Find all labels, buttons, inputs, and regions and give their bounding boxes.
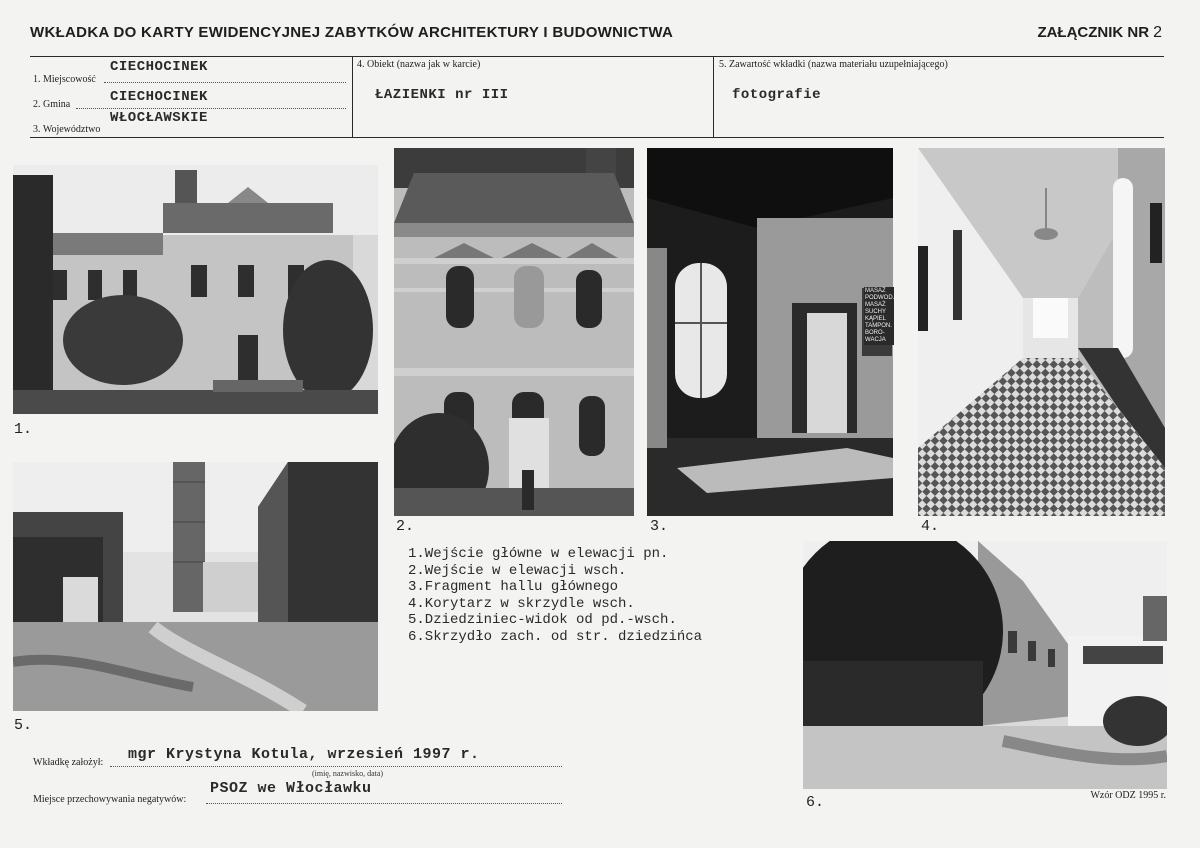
photo-5-courtyard [13,462,378,711]
annex-number: 2 [1153,24,1162,41]
photo-number-1: 1. [14,421,33,438]
photo-4-corridor [918,148,1165,516]
photo-1-main-entrance [13,165,378,414]
founder-dots [110,766,562,767]
locality-label: 1. Miejscowość [33,74,96,85]
header-rule-top [30,56,1164,57]
photo-number-4: 4. [921,518,940,535]
annex-label [1037,24,1162,42]
sign-line: WACJA [865,337,886,343]
contents-value: fotografie [732,87,822,103]
commune-dots [76,108,346,109]
commune-label: 2. Gmina [33,99,71,110]
sheet-title: WKŁADKA DO KARTY EWIDENCYJNEJ ZABYTKÓW ARCHITEKTURY I BUDOWNICTWA [30,24,674,41]
caption-item: 3.Fragment hallu głównego [408,579,619,595]
photo-3-sign [864,287,894,345]
object-label: 4. Obiekt (nazwa jak w karcie) [357,59,481,70]
founder-label: Wkładkę założył: [33,757,104,768]
storage-label: Miejsce przechowywania negatywów: [33,794,187,805]
field-divider-1 [352,56,353,137]
sign-line: MASAŻ [865,288,886,294]
caption-list [408,546,702,645]
photo-number-5: 5. [14,717,33,734]
sign-line: KĄPIEL [865,316,887,322]
caption-item: 1.Wejście główne w elewacji pn. [408,546,669,562]
sign-line: MASAŻ [865,302,886,308]
contents-label: 5. Zawartość wkładki (nazwa materiału uzupełniającego) [719,59,948,70]
header-rule-bottom [30,137,1164,138]
sign-line: TAMPON. [865,323,892,329]
sign-line: SUCHY [865,309,887,315]
sign-line: PODWOD. [865,295,895,301]
object-value: ŁAZIENKI nr III [375,87,509,103]
founder-value: mgr Krystyna Kotula, wrzesień 1997 r. [128,746,480,763]
caption-item: 4.Korytarz w skrzydle wsch. [408,595,635,612]
founder-hint: (imię, nazwisko, data) [312,769,384,778]
caption-item: 5.Dziedziniec-widok od pd.-wsch. [408,612,677,628]
field-divider-2 [713,56,714,137]
photo-number-3: 3. [650,518,669,535]
photo-2-east-entrance [394,148,634,516]
form-code: Wzór ODZ 1995 r. [1090,790,1166,801]
province-label: 3. Województwo [33,124,101,135]
photo-number-6: 6. [806,794,825,811]
locality-value: CIECHOCINEK [110,59,208,75]
locality-dots [104,82,346,83]
storage-value: PSOZ we Włocławku [210,780,372,797]
photo-6-west-wing [803,541,1167,789]
province-value: WŁOCŁAWSKIE [110,110,208,126]
commune-value: CIECHOCINEK [110,89,208,105]
caption-item: 6.Skrzydło zach. od str. dziedzińca [408,628,703,645]
annex-label-text: ZAŁĄCZNIK NR [1037,24,1150,41]
photo-3-main-hall [647,148,893,516]
storage-dots [206,803,562,804]
sign-line: BORO- [865,330,885,336]
photo-number-2: 2. [396,518,415,535]
caption-item: 2.Wejście w elewacji wsch. [408,562,627,579]
